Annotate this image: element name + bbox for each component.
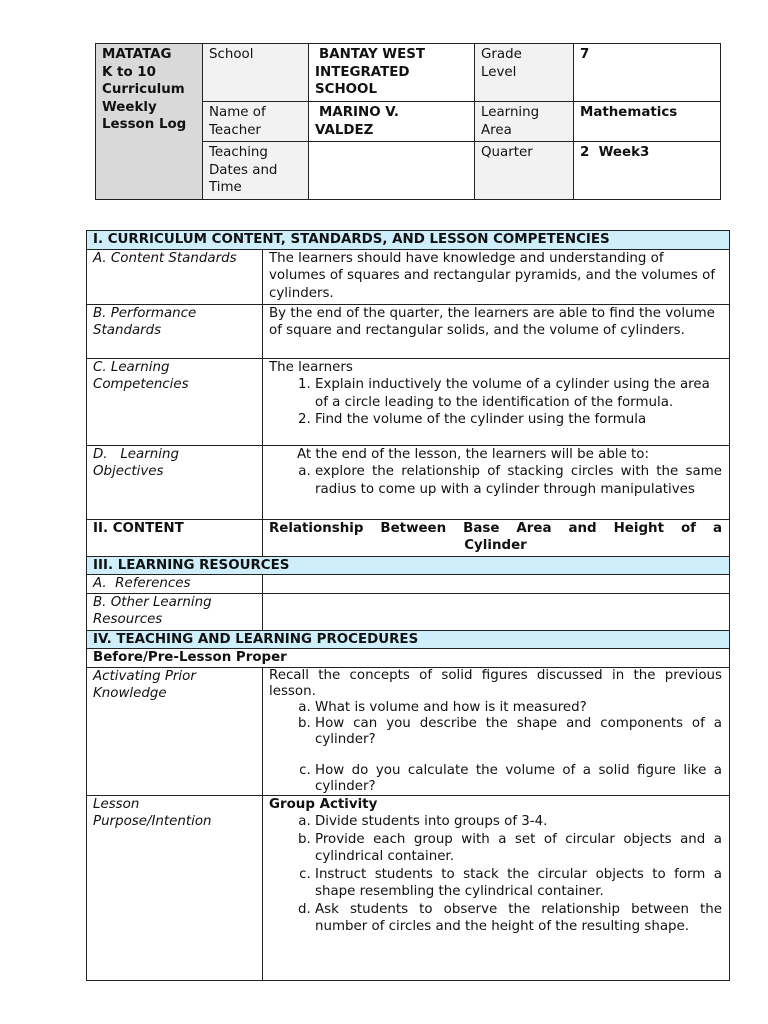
- grade-label-line: Level: [481, 64, 517, 80]
- objectives-label: [87, 445, 263, 519]
- prior-knowledge-cell: [263, 667, 730, 795]
- list-item: 1. Explain inductively the volume of a cylinder using the area of a circle leading to the identification of the formula.: [315, 376, 722, 411]
- section-content-heading: II. CONTENT: [87, 519, 263, 556]
- teacher-label-line: Name of: [209, 105, 266, 120]
- teacher-label-line: Teacher: [209, 122, 261, 138]
- lesson-log-header-table: [95, 43, 721, 200]
- lesson-log-title: [96, 44, 203, 200]
- dates-label-line: Teaching: [209, 145, 268, 160]
- list-item: b. How can you describe the shape and components of a cylinder?: [315, 716, 722, 748]
- competencies-label: [87, 358, 263, 445]
- title-line: MATATAG: [102, 47, 172, 62]
- purpose-label: [87, 795, 263, 980]
- area-label-line: Area: [481, 122, 512, 138]
- prior-knowledge-label: [87, 667, 263, 795]
- list-item: a. What is volume and how is it measured?: [315, 700, 722, 716]
- label-line: C. Learning: [93, 359, 170, 375]
- dates-label-line: Time: [209, 180, 242, 195]
- list-item: d. Ask students to observe the relationship between the number of circles and the height of the resulting shape.: [315, 901, 722, 936]
- competencies-cell: [263, 358, 730, 445]
- school-value: [309, 44, 475, 102]
- label-line: Purpose/Intention: [93, 814, 212, 829]
- school-value-line: BANTAY WEST: [319, 47, 426, 62]
- teacher-value: [309, 102, 475, 142]
- title-line: Curriculum: [102, 82, 185, 97]
- label-line: B. Performance: [93, 305, 197, 321]
- competencies-intro: The learners: [269, 359, 353, 375]
- title-line: Lesson Log: [102, 117, 187, 132]
- dates-value: [309, 142, 475, 200]
- other-resources-label: [87, 593, 263, 630]
- label-line: D. Learning: [93, 446, 179, 462]
- purpose-list: [269, 813, 722, 936]
- objectives-cell: [263, 445, 730, 519]
- section-procedures-heading: IV. TEACHING AND LEARNING PROCEDURES: [87, 630, 730, 649]
- dates-label-line: Dates and: [209, 162, 278, 178]
- dates-label: [203, 142, 309, 200]
- list-item: b. Provide each group with a set of circular objects and a cylindrical container.: [315, 831, 722, 866]
- content-standards-label: A. Content Standards: [87, 249, 263, 304]
- section-curriculum-heading: I. CURRICULUM CONTENT, STANDARDS, AND LESSON COMPETENCIES: [87, 231, 730, 250]
- before-lesson-heading: Before/Pre-Lesson Proper: [87, 649, 730, 668]
- objectives-list: [269, 463, 722, 498]
- label-line: Standards: [93, 323, 162, 338]
- purpose-heading: Group Activity: [269, 796, 378, 812]
- label-line: Objectives: [93, 464, 164, 479]
- label-line: Activating Prior: [93, 668, 196, 684]
- school-value-line: INTEGRATED: [315, 64, 410, 80]
- competencies-list: [269, 376, 722, 429]
- label-line: Lesson: [93, 796, 140, 812]
- list-item: a. explore the relationship of stacking circles with the same radius to come up with a cylinder through manipulatives: [315, 463, 722, 498]
- performance-standards-text: By the end of the quarter, the learners are able to find the volume of square and rectangular solids, and the volume of cylinders.: [263, 304, 730, 358]
- references-value: [263, 575, 730, 594]
- prior-knowledge-list: [269, 700, 722, 795]
- teacher-value-line: MARINO V.: [319, 105, 399, 120]
- references-label: A. References: [87, 575, 263, 594]
- purpose-cell: [263, 795, 730, 980]
- label-line: Competencies: [93, 377, 189, 392]
- list-item: 2. Find the volume of the cylinder using the formula: [315, 411, 722, 429]
- area-value: Mathematics: [574, 102, 721, 142]
- school-value-line: SCHOOL: [315, 82, 377, 97]
- list-item: c. Instruct students to stack the circular objects to form a shape resembling the cylindrical container.: [315, 866, 722, 901]
- grade-label: [475, 44, 574, 102]
- lesson-plan-table: [86, 230, 730, 981]
- title-line: K to 10: [102, 64, 156, 80]
- content-value-line: Cylinder: [464, 538, 527, 553]
- grade-value: 7: [574, 44, 721, 102]
- teacher-label: [203, 102, 309, 142]
- teacher-value-line: VALDEZ: [315, 122, 374, 138]
- label-line: B. Other Learning: [93, 594, 212, 610]
- performance-standards-label: [87, 304, 263, 358]
- prior-knowledge-intro: Recall the concepts of solid figures discussed in the previous lesson.: [269, 667, 722, 699]
- list-item: a. Divide students into groups of 3-4.: [315, 813, 722, 831]
- quarter-value: 2 Week3: [574, 142, 721, 200]
- section-resources-heading: III. LEARNING RESOURCES: [87, 556, 730, 575]
- grade-label-line: Grade: [481, 47, 522, 62]
- objectives-intro: At the end of the lesson, the learners will be able to:: [297, 446, 650, 462]
- area-label: [475, 102, 574, 142]
- other-resources-value: [263, 593, 730, 630]
- school-label: School: [203, 44, 309, 102]
- content-value-line: Relationship Between Base Area and Height of a: [269, 520, 722, 536]
- list-item: c. How do you calculate the volume of a solid figure like a cylinder?: [315, 763, 722, 795]
- label-line: Knowledge: [93, 686, 167, 701]
- area-label-line: Learning: [481, 105, 540, 120]
- title-line: Weekly: [102, 99, 157, 115]
- quarter-label: Quarter: [475, 142, 574, 200]
- content-standards-text: The learners should have knowledge and understanding of volumes of squares and rectangular pyramids, and the volumes of cylinders.: [263, 249, 730, 304]
- content-value: [263, 519, 730, 556]
- label-line: Resources: [93, 612, 163, 627]
